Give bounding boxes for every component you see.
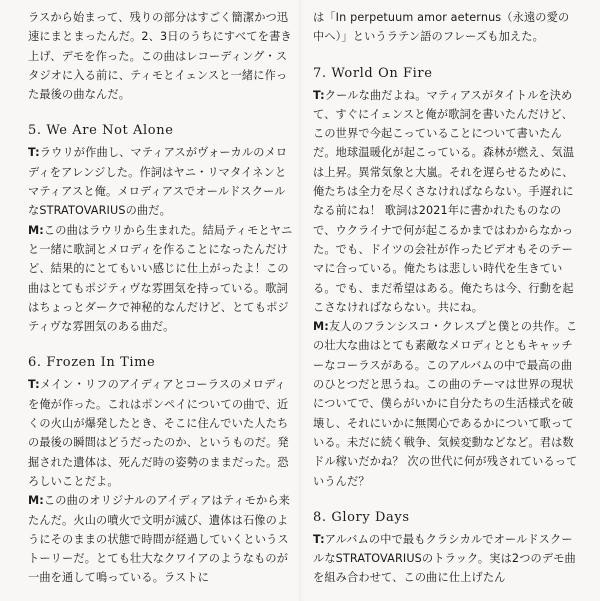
speaker-label: T: <box>28 146 40 160</box>
paragraph-text: この曲はラウリから生まれた。結局ティモとヤニと一緒に歌詞とメロディを作ることになったんだけど、結果的にとてもいい感じに仕上がったよ！この曲はとてもポジティヴな雰囲気を持っている。歌詞はちょっとダークで神秘的なんだけど、とてもポジティヴな雰囲気のある曲だ。 <box>28 223 293 334</box>
paragraph-m-we-are-not-alone <box>28 221 294 337</box>
paragraph-text: この曲のオリジナルのアイディアはティモから来たんだ。火山の噴火で文明が滅び、遺体は石像のようにそのままの状態で時間が経過していくというストーリーだ。とても壮大なクワイアのようなものが一曲を通して鳴っている。ラストに <box>28 494 290 585</box>
paragraph-text: 友人のフランシスコ・クレスプと僕との共作。この壮大な曲はとても素敵なメロディとともキャッチーなコーラスがある。このアルバムの中で最高の曲のひとつだと思うね。この曲のテーマは世界の現状についてで、僕らがいかに自分たちの生活様式を破壊し、それにいかに無関心であるかについて歌っている。未だに続く戦争、気候変動などなど。君は数ドル稼いだかね？ 次の世代に何が残されているっていうんだ？ <box>313 320 578 488</box>
speaker-label: M: <box>313 320 329 334</box>
paragraph-m-world-on-fire <box>313 317 579 491</box>
paragraph-text: ラウリが作曲し、マティアスがヴォーカルのメロディをアレンジした。作詞はヤニ・リマタイネンとマティアスと俺。メロディアスでオールドスクールなSTRATOVARIUSの曲だ。 <box>28 146 288 218</box>
right-intro-paragraph: は「In perpetuum amor aeternus（永遠の愛の中へ）」というラテン語のフレーズも加えた。 <box>313 11 570 44</box>
section-heading-world-on-fire: 7. World On Fire <box>313 65 433 81</box>
speaker-label: M: <box>28 223 44 237</box>
paragraph-text: メイン・リフのアイディアとコーラスのメロディを俺が作った。これはポンペイについての曲で、近くの火山が爆発したとき、そこに住んでいた人たちの最後の瞬間はどうだったのか、というものだ。発掘された遺体は、死んだ時の姿勢のままだった。恐ろしいことだよ。 <box>28 378 289 488</box>
page-gutter <box>299 0 305 601</box>
speaker-label: T: <box>28 378 40 392</box>
paragraph-text: クールな曲だよね。マティアスがタイトルを決めて、すぐにイェンスと俺が歌詞を書いたんだけど、この世界で今起こっていることについて書いたんだ。地球温暖化が起こっている。森林が燃え、気温は上昇。異常気象と大嵐。それを遅らせるために、俺たちは全力を尽くさなければならない。手遅れになる前にね！ 歌詞は2021年に書かれたものなので、ウクライナで何が起こるかまではわからなかった。でも、ドイツの会社が作ったビデオもそのテーマに合っている。俺たちは悲しい時代を生きている。でも、まだ希望はある。俺たちは今、行動を起こさなければならない。共にね。 <box>313 88 575 314</box>
section-heading-frozen-in-time: 6. Frozen In Time <box>28 355 156 371</box>
paragraph-t-world-on-fire <box>313 86 579 318</box>
paragraph-t-glory-days <box>313 530 579 588</box>
paragraph-t-frozen-in-time <box>28 375 294 491</box>
left-column <box>28 8 294 588</box>
speaker-label: T: <box>313 88 325 102</box>
paragraph-t-we-are-not-alone <box>28 143 294 220</box>
section-heading-glory-days: 8. Glory Days <box>313 509 410 525</box>
speaker-label: M: <box>28 494 44 508</box>
paragraph-text: アルバムの中で最もクラシカルでオールドスクールなSTRATOVARIUSのトラック。実は2つのデモ曲を組み合わせて、この曲に仕上げたん <box>313 532 576 585</box>
section-heading-we-are-not-alone: 5. We Are Not Alone <box>28 123 174 139</box>
paragraph-m-frozen-in-time <box>28 491 294 587</box>
speaker-label: T: <box>313 532 325 546</box>
right-column <box>313 8 579 588</box>
left-intro-paragraph: ラスから始まって、残りの部分はすごく簡潔かつ迅速にまとまったんだ。2、3日のうちにすべてを書き上げ、デモを作った。この曲はレコーディング・スタジオに入る前に、ティモとイェンスと一緒に作った最後の曲なんだ。 <box>28 11 292 102</box>
